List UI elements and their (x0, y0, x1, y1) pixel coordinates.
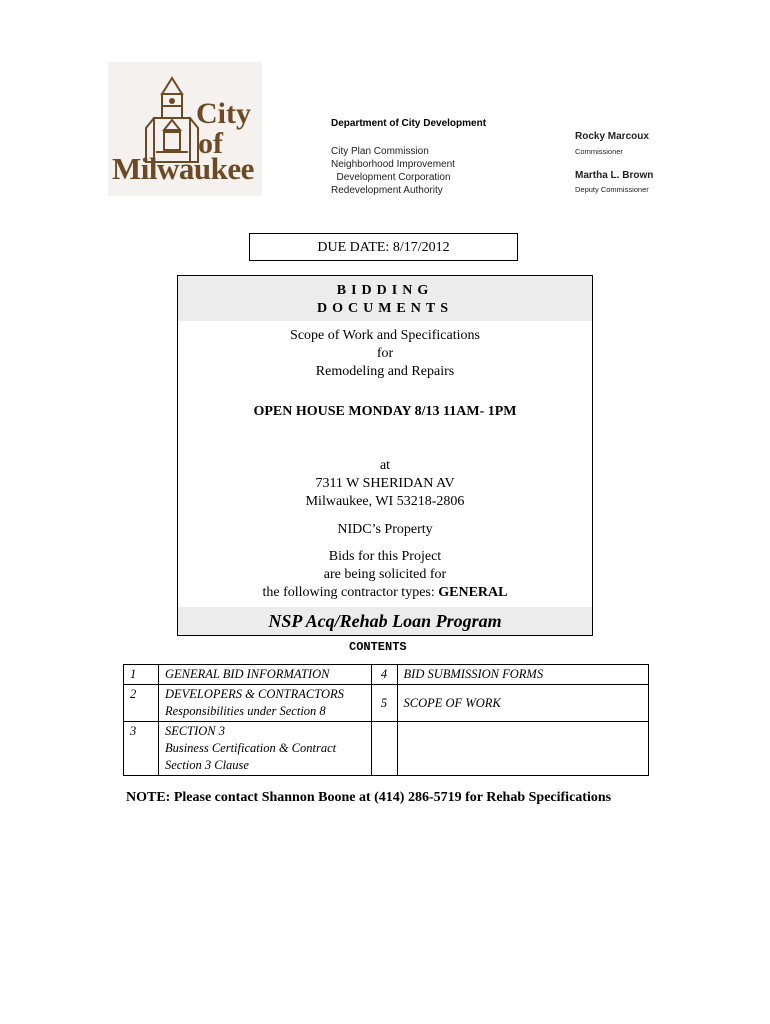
due-date-box: DUE DATE: 8/17/2012 (249, 233, 518, 261)
contents-empty-cell (371, 722, 397, 776)
table-row (124, 722, 649, 776)
entity-city-plan-commission: City Plan Commission (331, 146, 429, 157)
table-row (124, 685, 649, 722)
bids-line-3 (178, 584, 592, 602)
bids-line-2: are being solicited for (323, 567, 447, 582)
entity-neighborhood-improvement: Neighborhood Improvement (331, 159, 455, 170)
logo-milwaukee-text: Milwaukee (112, 151, 254, 186)
contents-title-1: GENERAL BID INFORMATION (158, 665, 371, 685)
entity-development-corporation: Development Corporation (331, 172, 451, 183)
open-house: OPEN HOUSE MONDAY 8/13 11AM- 1PM (253, 404, 517, 419)
contents-sub-3a: Business Certification & Contract (164, 741, 337, 755)
logo-of-text: of (198, 127, 223, 160)
scope-line-2: for (376, 346, 394, 361)
contents-empty-cell (397, 722, 648, 776)
contents-num-5: 5 (371, 685, 397, 722)
scope-line-3: Remodeling and Repairs (315, 364, 455, 379)
contents-table (123, 664, 649, 776)
commissioner-name: Rocky Marcoux (575, 131, 649, 142)
contents-item-2 (158, 685, 371, 722)
department-name: Department of City Development (331, 118, 487, 129)
contents-label: CONTENTS (349, 640, 407, 654)
contents-title-4: BID SUBMISSION FORMS (397, 665, 648, 685)
contents-title-2: DEVELOPERS & CONTRACTORS (164, 687, 344, 701)
location-city: Milwaukee, WI 53218-2806 (305, 494, 465, 509)
contents-title-3: SECTION 3 (164, 724, 226, 738)
contents-num-2: 2 (124, 685, 159, 722)
contents-num-1: 1 (124, 665, 159, 685)
contractor-types-label: the following contractor types: (262, 585, 439, 600)
bidding-title: BIDDING (336, 283, 434, 298)
contents-item-3 (158, 722, 371, 776)
property-owner: NIDC’s Property (337, 522, 433, 537)
entity-redevelopment-authority: Redevelopment Authority (331, 185, 443, 196)
bids-line-1: Bids for this Project (328, 549, 442, 564)
rehab-note: NOTE: Please contact Shannon Boone at (414) 286-5719 for Rehab Specifications (126, 790, 612, 805)
location-at: at (379, 458, 391, 473)
contents-sub-2: Responsibilities under Section 8 (164, 704, 326, 718)
scope-line-1: Scope of Work and Specifications (290, 328, 480, 343)
contents-num-3: 3 (124, 722, 159, 776)
contents-num-4: 4 (371, 665, 397, 685)
deputy-commissioner-name: Martha L. Brown (575, 170, 654, 181)
table-row (124, 665, 649, 685)
commissioner-title: Commissioner (575, 147, 623, 156)
location-street: 7311 W SHERIDAN AV (315, 476, 455, 491)
department-entities (331, 145, 455, 197)
deputy-commissioner-title: Deputy Commissioner (575, 185, 649, 194)
program-title: NSP Acq/Rehab Loan Program (268, 611, 502, 631)
logo-city-text: City (196, 97, 251, 130)
contents-title-5: SCOPE OF WORK (397, 685, 648, 722)
contractor-type: GENERAL (438, 585, 508, 600)
contents-sub-3b: Section 3 Clause (164, 758, 249, 772)
documents-title: DOCUMENTS (316, 301, 453, 316)
